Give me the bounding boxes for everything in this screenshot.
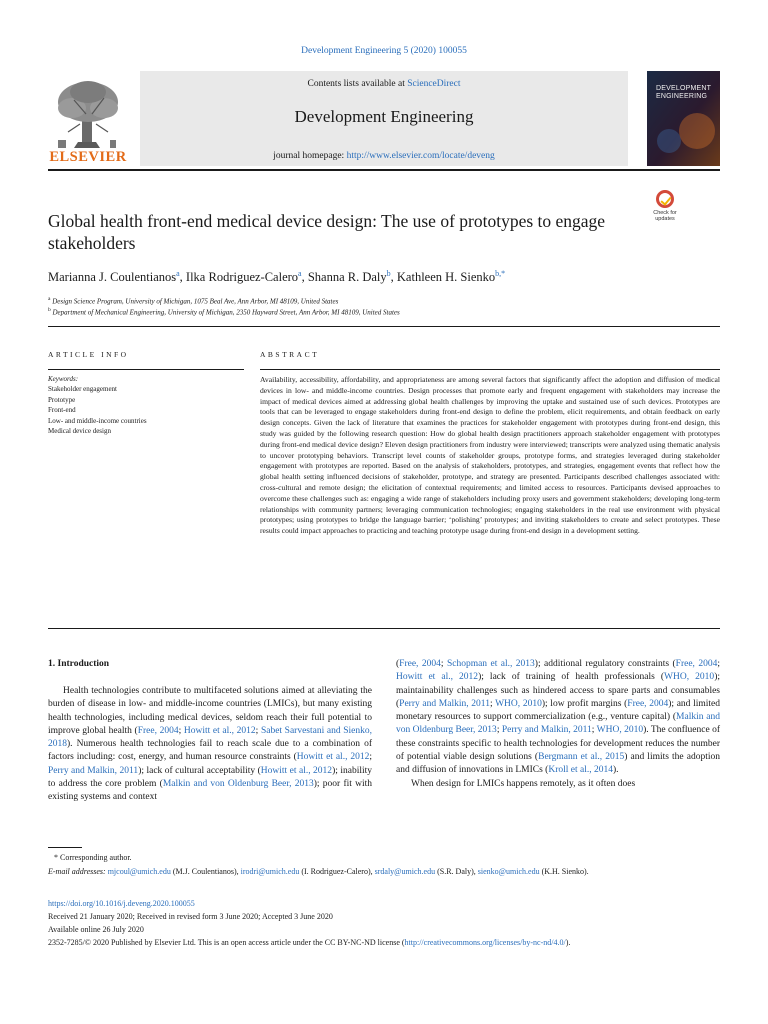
affiliation-marker[interactable]: a (176, 269, 180, 278)
body-column-left (48, 685, 372, 805)
paragraph-text-run: ); inability to address the core problem ( (48, 765, 373, 790)
received-dates: Received 21 January 2020; Received in revised form 3 June 2020; Accepted 3 June 2020 (48, 912, 333, 921)
paragraph-text-run: ). Numerous health technologies fail to reach scale due to a combination of factors including: cost, energy, and human resource constraints ( (48, 739, 372, 763)
paragraph-text-run: ); maintainability challenges such as hindered access to spare parts and consumables ( (396, 672, 720, 709)
author-list: Marianna J. Coulentianos$^a$, Ilka Rodriguez-Calero$^a$, Shanna R. Daly$^b$, Kathleen H. Sienko$^{b,*}$ (48, 269, 506, 285)
license-link[interactable]: http://creativecommons.org/licenses/by-nc-nd/4.0/ (404, 938, 566, 947)
paragraph-text-run: ; (496, 725, 502, 736)
paragraph-text-run: ; (591, 725, 597, 736)
license-suffix: ). (565, 938, 571, 947)
title-divider (48, 326, 720, 327)
paragraph-text-run: ; (178, 725, 184, 736)
cover-title-line1: DEVELOPMENT (656, 85, 712, 92)
citation-link[interactable]: Howitt et al., 2012 (183, 725, 256, 736)
citation-link[interactable]: Free, 2004 (627, 698, 669, 709)
affiliation-b-text: Department of Mechanical Engineering, University of Michigan, 2350 Hayward Street, Ann Arbor, MI 48109, United States (52, 308, 400, 317)
email-owner: (M.J. Coulentianos), (170, 867, 241, 876)
journal-homepage (140, 151, 628, 161)
abstract-bottom-rule (48, 628, 720, 629)
license-statement (48, 938, 720, 947)
email-link[interactable]: mjcoul@umich.edu (107, 867, 171, 876)
citation-link[interactable]: Schopman et al., 2013 (446, 659, 535, 669)
doi-link[interactable]: https://doi.org/10.1016/j.deveng.2020.100055 (48, 899, 195, 908)
paragraph-text-run: ; (489, 698, 496, 709)
keyword-item: Low- and middle-income countries (48, 416, 147, 425)
citation-link[interactable]: Perry and Malkin, 2011 (399, 698, 490, 709)
affiliation-marker[interactable]: b (386, 269, 391, 278)
email-owner: (I. Rodriguez-Calero), (299, 867, 375, 876)
author-name: Shanna R. Daly (307, 270, 387, 285)
paragraph-text-run: ); additional regulatory constraints ( (534, 659, 676, 669)
sciencedirect-link[interactable]: ScienceDirect (407, 79, 461, 89)
elsevier-wordmark: ELSEVIER (49, 149, 127, 165)
paragraph-text-run: ; (717, 659, 720, 669)
paragraph-text-run: ( (396, 659, 400, 669)
header-divider (48, 169, 720, 171)
journal-cover-thumbnail[interactable] (647, 71, 720, 166)
citation-link[interactable]: WHO, 2010 (596, 725, 644, 736)
email-owner: (K.H. Sienko). (539, 867, 589, 876)
keyword-list (48, 384, 147, 437)
abstract-text: Availability, accessibility, affordability, and appropriateness are among several factors that significantly affect the adoption and diffusion of medical devices in low- and middle-income countries. Design processes that promote early and frequent engagement with stakeholders may increase the impact of medical devices aimed at addressing global health challenges by improving the uptake and sustained use of such devices. Prototypes are tools that can be leveraged to engage stakeholders during front-end design to define the problem, elicit requirements, and obtain feedback on early design concepts. Given the lack of literature that examines the practices for stakeholder engagement with prototypes during front-end design, this study was guided by the following research question: How do global health design practitioners approach stakeholder engagement with prototypes during front-end medical device design? Eleven design practitioners from industry were interviewed; transcripts were analyzed using thematic analysis to uncover prototyping behaviors. Transcript level counts of stakeholder groups, prototype forms, and strategies leveraged during stakeholder engagement with prototypes are reported. Based on the analysis of stakeholders, prototypes, and strategies, engagement events that reflect how the global health setting influenced decisions of stakeholder, prototype, and strategy are presented. Participants described challenges associated with: cross-cultural and remote design; the elicitation of contextual requirements; and limited access to resources. Participants devised approaches to overcome these challenges such as: engaging a wide range of stakeholders including proxy users and government stakeholders; developing long-term relationships with community partners; leveraging communication technologies; engaging stakeholders in the real use environment with physical prototypes; using prototypes to bridge the language barrier; ‘polishing’ prototypes; and inviting stakeholders to create and select prototypes. These results could impact approaches to practicing and teaching prototype usage during front-end design in a development setting. (260, 375, 720, 536)
license-prefix: 2352-7285/© 2020 Published by Elsevier Ltd. This is an open access article under the CC BY-NC-ND license ( (48, 938, 405, 947)
introduction-paragraph-1 (48, 685, 372, 805)
homepage-link[interactable]: http://www.elsevier.com/locate/deveng (346, 151, 495, 161)
citation-link[interactable]: Malkin and von Oldenburg Beer, 2013 (396, 712, 720, 736)
article-info-rule (48, 369, 244, 370)
citation-link[interactable]: Free, 2004 (137, 725, 179, 736)
citation-link[interactable]: Malkin and von Oldenburg Beer, 2013 (162, 779, 314, 790)
footnote-rule (48, 847, 82, 848)
paragraph-text-run: ; (440, 659, 447, 669)
keyword-item: Front-end (48, 406, 76, 414)
affiliation-a-text: Design Science Program, University of Michigan, 1075 Beal Ave, Ann Arbor, MI 48109, United States (52, 297, 339, 306)
article-info-heading: ARTICLE INFO (48, 350, 129, 359)
homepage-prefix: journal homepage: (273, 151, 347, 161)
corresponding-author-note: * Corresponding author. (54, 853, 132, 862)
paragraph-text-run: ; (369, 752, 372, 763)
contents-prefix: Contents lists available at (307, 79, 408, 89)
affiliation-marker[interactable]: b,* (495, 269, 506, 278)
section-heading-introduction: 1. Introduction (48, 659, 110, 669)
affiliation-b: $^b$ Department of Mechanical Engineering, University of Michigan, 2350 Hayward Street, Ann Arbor, MI 48109, United States (48, 307, 400, 317)
cover-title-line2: ENGINEERING (656, 93, 708, 100)
paragraph-text-run: ) and limits the adoption and diffusion of innovations in LMICs ( (396, 752, 720, 776)
email-link[interactable]: sienko@umich.edu (477, 867, 540, 876)
email-link[interactable]: irodri@umich.edu (240, 867, 300, 876)
journal-title: Development Engineering (294, 107, 474, 126)
citation-link[interactable]: Howitt et al., 2012 (260, 765, 333, 776)
journal-reference-link[interactable]: Development Engineering 5 (2020) 100055 (301, 46, 467, 56)
citation-link[interactable]: WHO, 2010 (495, 698, 542, 709)
citation-link[interactable]: Bergmann et al., 2015 (538, 752, 625, 763)
check-updates-icon (656, 190, 674, 208)
check-updates-label-line2: updates (655, 216, 675, 222)
paragraph-text-run: ); lack of training of health professionals ( (478, 672, 665, 683)
citation-link[interactable]: Howitt et al., 2012 (296, 752, 370, 763)
email-link[interactable]: srdaly@umich.edu (374, 867, 436, 876)
citation-link[interactable]: Perry and Malkin, 2011 (48, 765, 139, 776)
keyword-item: Prototype (48, 395, 76, 404)
body-column-right (396, 658, 720, 791)
abstract-heading: ABSTRACT (260, 350, 320, 359)
introduction-paragraph-1-continued (396, 658, 720, 778)
email-addresses (48, 866, 720, 878)
affiliation-a: $^a$ Design Science Program, University of Michigan, 1075 Beal Ave, Ann Arbor, MI 48109, United States (48, 296, 339, 306)
keywords-label: Keywords: (48, 375, 79, 383)
email-owner: (S.R. Daly), (435, 867, 478, 876)
citation-link[interactable]: Howitt et al., 2012 (396, 672, 479, 683)
citation-link[interactable]: Kroll et al., 2014 (548, 765, 613, 776)
available-online-date: Available online 26 July 2020 (48, 925, 144, 934)
keyword-item: Stakeholder engagement (48, 385, 118, 393)
abstract-rule (260, 369, 720, 370)
author-name: Marianna J. Coulentianos (48, 270, 177, 285)
citation-link[interactable]: Free, 2004 (399, 659, 441, 669)
check-for-updates-button[interactable] (648, 190, 682, 222)
author-name: Kathleen H. Sienko (396, 270, 496, 285)
paragraph-text-run: ); poor fit with existing systems and context (48, 779, 373, 803)
paragraph-text-run: Health technologies contribute to multifaceted solutions aimed at alleviating the burden of disease in low- and middle-income countries (LMICs), but many existing health technologies, including medical devices, seldom reach their full potential to improve global health ( (48, 686, 372, 736)
citation-link[interactable]: Free, 2004 (675, 659, 718, 669)
paragraph-text-run: ); lack of cultural acceptability ( (138, 765, 261, 776)
paragraph-text-run: ); low profit margins ( (541, 698, 628, 709)
paragraph-text-run: ); and limited monetary resources to support commercialization (e.g., venture capital) ( (396, 698, 720, 723)
citation-link[interactable]: Sabet Sarvestani and Sienko, 2018 (48, 725, 373, 750)
citation-link[interactable]: Perry and Malkin, 2011 (501, 725, 592, 736)
paragraph-text-run: ). The confluence of these constraints specific to health technologies for development reduces the number of potential viable design solutions ( (396, 725, 720, 763)
paragraph-text-run: ; (255, 725, 261, 736)
check-updates-label-line1: Check for (653, 210, 677, 216)
author-name: Ilka Rodriguez-Calero (185, 270, 299, 285)
affiliation-marker[interactable]: a (298, 269, 302, 278)
contents-availability (140, 79, 628, 89)
email-label: E-mail addresses: (48, 867, 106, 876)
introduction-paragraph-2: When design for LMICs happens remotely, as it often does (411, 778, 636, 789)
paper-title: Global health front-end medical device design: The use of prototypes to engage stakeholders (48, 211, 606, 253)
citation-link[interactable]: WHO, 2010 (664, 672, 715, 683)
keyword-item: Medical device design (48, 427, 111, 435)
paragraph-text-run: ). (612, 765, 619, 776)
